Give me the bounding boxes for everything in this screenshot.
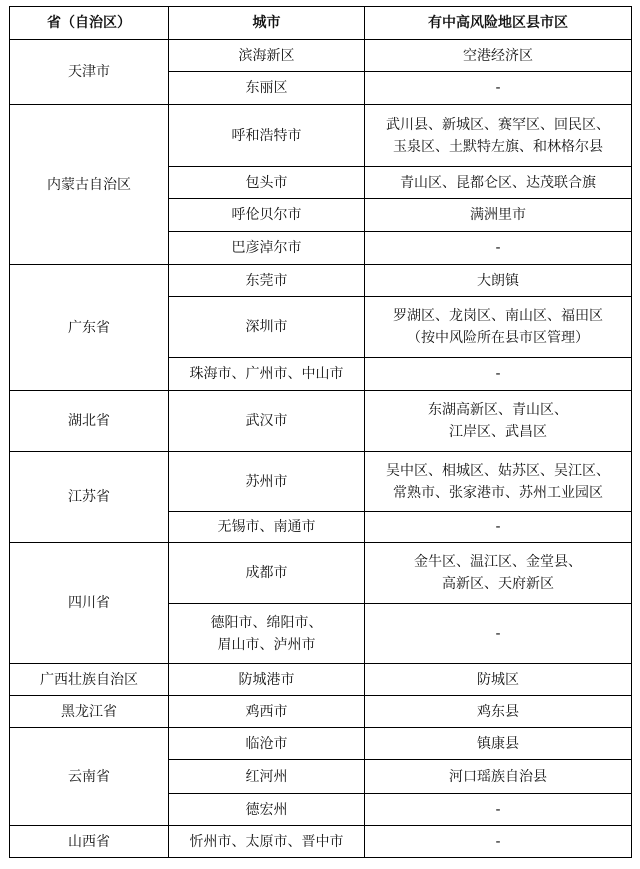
header-row xyxy=(10,7,632,40)
city-line: 成都市 xyxy=(245,565,288,581)
areas-cell xyxy=(365,794,632,826)
province-cell: 黑龙江省 xyxy=(10,696,169,728)
city-cell xyxy=(169,297,365,358)
city-line: 眉山市、泸州市 xyxy=(217,636,316,653)
city-cell xyxy=(169,512,365,543)
risk-areas-table xyxy=(9,6,632,858)
areas-line: 青山区、昆都仑区、达茂联合旗 xyxy=(400,174,596,191)
city-line: 呼和浩特市 xyxy=(231,127,302,144)
city-line: 深圳市 xyxy=(245,319,288,335)
table-row xyxy=(10,265,632,297)
province-cell: 广西壮族自治区 xyxy=(10,664,169,696)
table-row xyxy=(10,105,632,167)
city-line: 呼伦贝尔市 xyxy=(231,207,302,223)
city-line: 无锡市、南通市 xyxy=(217,519,316,535)
areas-line: - xyxy=(495,801,501,818)
city-line: 珠海市、广州市、中山市 xyxy=(189,366,344,382)
areas-cell xyxy=(365,512,632,543)
city-cell xyxy=(169,358,365,391)
city-line: 东丽区 xyxy=(245,80,288,96)
areas-line: - xyxy=(495,240,501,256)
areas-line: - xyxy=(495,833,501,850)
city-line: 滨海新区 xyxy=(238,47,295,64)
city-cell xyxy=(169,40,365,72)
province-cell: 广东省 xyxy=(10,265,169,391)
header-areas: 有中高风险地区县市区 xyxy=(365,7,632,40)
areas-line: 常熟市、张家港市、苏州工业园区 xyxy=(393,484,603,501)
areas-cell xyxy=(365,604,632,664)
areas-line: 鸡东县 xyxy=(477,703,519,720)
city-cell xyxy=(169,664,365,696)
areas-line: 东湖高新区、青山区、 xyxy=(428,402,568,418)
city-line: 武汉市 xyxy=(245,413,288,429)
areas-line: 金牛区、温江区、金堂县、 xyxy=(414,554,582,570)
areas-line: 镇康县 xyxy=(477,735,519,752)
header-city: 城市 xyxy=(169,7,365,40)
areas-cell xyxy=(365,696,632,728)
city-cell xyxy=(169,696,365,728)
province-cell: 江苏省 xyxy=(10,452,169,543)
areas-cell xyxy=(365,826,632,858)
city-line: 忻州市、太原市、晋中市 xyxy=(189,833,344,850)
areas-line: 满洲里市 xyxy=(470,207,526,223)
areas-cell xyxy=(365,760,632,794)
city-line: 德宏州 xyxy=(245,801,288,818)
city-cell xyxy=(169,232,365,265)
areas-line: 武川县、新城区、赛罕区、回民区、 xyxy=(386,116,610,133)
city-cell xyxy=(169,452,365,512)
areas-cell xyxy=(365,232,632,265)
areas-cell xyxy=(365,105,632,167)
areas-cell xyxy=(365,452,632,512)
city-line: 包头市 xyxy=(245,174,288,191)
areas-cell xyxy=(365,265,632,297)
areas-cell xyxy=(365,40,632,72)
table-row xyxy=(10,452,632,512)
areas-line: 江岸区、武昌区 xyxy=(449,424,547,440)
city-cell xyxy=(169,391,365,452)
province-cell: 四川省 xyxy=(10,543,169,664)
table-row xyxy=(10,826,632,858)
areas-cell xyxy=(365,543,632,604)
city-cell xyxy=(169,794,365,826)
areas-line: 河口瑶族自治县 xyxy=(449,768,547,785)
areas-line: （按中风险所在县市区管理） xyxy=(407,330,589,346)
city-cell xyxy=(169,72,365,105)
province-cell: 天津市 xyxy=(10,40,169,105)
areas-line: 空港经济区 xyxy=(463,47,533,64)
areas-cell xyxy=(365,664,632,696)
areas-cell xyxy=(365,358,632,391)
areas-cell xyxy=(365,391,632,452)
city-line: 巴彦淖尔市 xyxy=(231,240,302,256)
city-cell xyxy=(169,265,365,297)
areas-line: 罗湖区、龙岗区、南山区、福田区 xyxy=(393,308,603,324)
city-line: 防城港市 xyxy=(238,671,295,688)
province-cell: 湖北省 xyxy=(10,391,169,452)
areas-cell xyxy=(365,167,632,199)
areas-line: - xyxy=(495,366,501,382)
city-cell xyxy=(169,760,365,794)
table-row xyxy=(10,696,632,728)
header-province: 省（自治区） xyxy=(10,7,169,40)
areas-cell xyxy=(365,199,632,232)
areas-line: 大朗镇 xyxy=(477,272,519,289)
city-line: 苏州市 xyxy=(245,473,288,490)
city-cell xyxy=(169,826,365,858)
areas-line: - xyxy=(495,519,501,535)
city-cell xyxy=(169,604,365,664)
city-line: 东莞市 xyxy=(245,272,288,289)
areas-line: - xyxy=(495,625,501,642)
province-cell: 内蒙古自治区 xyxy=(10,105,169,265)
areas-line: - xyxy=(495,80,501,96)
areas-cell xyxy=(365,728,632,760)
city-line: 德阳市、绵阳市、 xyxy=(210,614,323,631)
areas-line: 玉泉区、土默特左旗、和林格尔县 xyxy=(393,138,603,155)
province-cell: 山西省 xyxy=(10,826,169,858)
areas-cell xyxy=(365,72,632,105)
areas-cell xyxy=(365,297,632,358)
areas-line: 高新区、天府新区 xyxy=(442,576,554,592)
city-cell xyxy=(169,543,365,604)
table-row xyxy=(10,543,632,604)
table-row xyxy=(10,40,632,72)
areas-line: 防城区 xyxy=(477,671,519,688)
table-row xyxy=(10,728,632,760)
city-cell xyxy=(169,728,365,760)
city-line: 鸡西市 xyxy=(245,703,288,720)
province-cell: 云南省 xyxy=(10,728,169,826)
city-cell xyxy=(169,105,365,167)
table-row xyxy=(10,391,632,452)
city-cell xyxy=(169,167,365,199)
table-row xyxy=(10,664,632,696)
city-cell xyxy=(169,199,365,232)
areas-line: 吴中区、相城区、姑苏区、吴江区、 xyxy=(386,462,610,479)
city-line: 临沧市 xyxy=(245,735,288,752)
city-line: 红河州 xyxy=(245,768,288,785)
